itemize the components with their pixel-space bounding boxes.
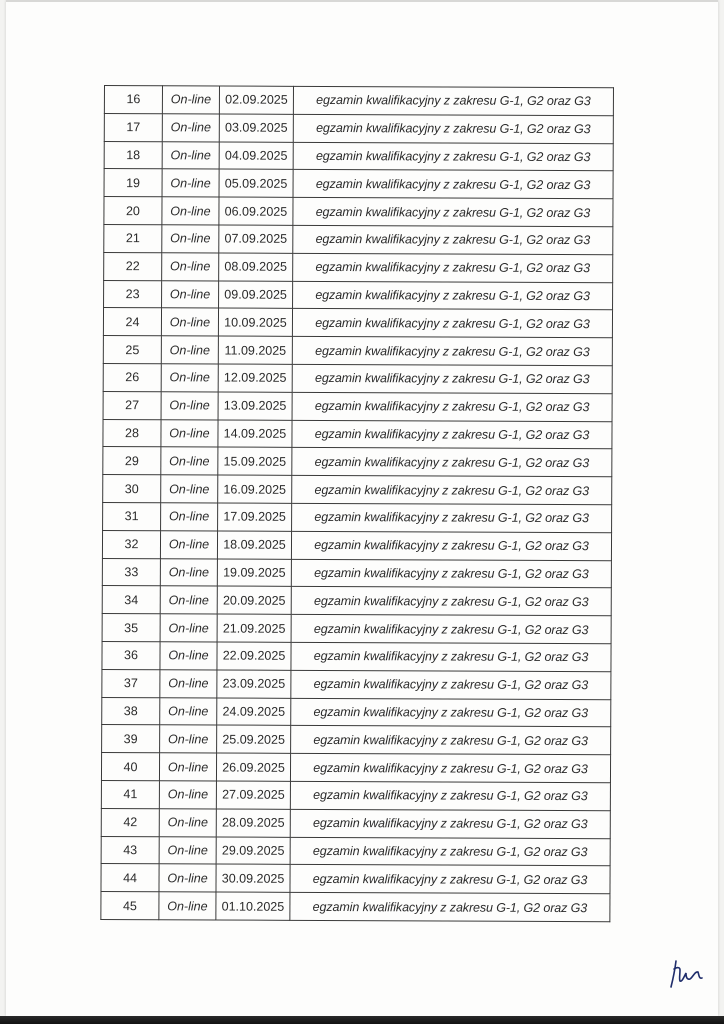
table-row [101,808,610,838]
mode-cell: On-line [160,614,217,642]
mode-cell: On-line [162,169,219,197]
table-row [104,113,613,143]
date-cell: 02.09.2025 [219,86,293,114]
date-cell: 27.09.2025 [216,781,290,809]
row-number-cell: 32 [102,530,160,558]
table-row [102,558,611,588]
description-cell: egzamin kwalifikacyjny z zakresu G-1, G2 oraz G3 [292,503,612,532]
row-number-cell: 29 [103,447,161,475]
description-cell: egzamin kwalifikacyjny z zakresu G-1, G2 oraz G3 [291,726,611,755]
date-cell: 23.09.2025 [217,670,291,698]
date-cell: 11.09.2025 [218,336,292,364]
row-number-cell: 16 [104,86,162,114]
table-row [104,141,613,171]
table-row [103,391,612,421]
table-row [103,419,612,449]
row-number-cell: 23 [104,280,162,308]
date-cell: 17.09.2025 [218,503,292,531]
description-cell: egzamin kwalifikacyjny z zakresu G-1, G2 oraz G3 [292,420,612,449]
handwritten-initials-icon [668,955,708,991]
table-row [104,197,613,227]
mode-cell: On-line [161,392,218,420]
table-row [102,586,611,616]
date-cell: 07.09.2025 [219,225,293,253]
mode-cell: On-line [160,642,217,670]
row-number-cell: 33 [102,558,160,586]
date-cell: 24.09.2025 [217,698,291,726]
page-top-edge [6,0,718,2]
mode-cell: On-line [159,808,216,836]
mode-cell: On-line [160,558,217,586]
table-row [104,252,613,282]
row-number-cell: 43 [101,836,159,864]
row-number-cell: 21 [104,224,162,252]
row-number-cell: 38 [102,697,160,725]
table-row [102,697,611,727]
table-row [103,308,612,338]
row-number-cell: 30 [103,475,161,503]
date-cell: 28.09.2025 [216,809,290,837]
mode-cell: On-line [162,86,219,114]
table-row [104,86,613,116]
mode-cell: On-line [160,669,217,697]
date-cell: 05.09.2025 [219,169,293,197]
table-row [102,725,611,755]
row-number-cell: 37 [102,669,160,697]
description-cell: egzamin kwalifikacyjny z zakresu G-1, G2 oraz G3 [293,225,613,254]
table-row [101,836,610,866]
mode-cell: On-line [160,531,217,559]
description-cell: egzamin kwalifikacyjny z zakresu G-1, G2 oraz G3 [290,781,610,810]
description-cell: egzamin kwalifikacyjny z zakresu G-1, G2 oraz G3 [290,809,610,838]
mode-cell: On-line [159,781,216,809]
date-cell: 08.09.2025 [219,253,293,281]
table-row [101,892,610,922]
mode-cell: On-line [159,836,216,864]
row-number-cell: 40 [101,753,159,781]
date-cell: 03.09.2025 [219,114,293,142]
date-cell: 13.09.2025 [218,392,292,420]
date-cell: 15.09.2025 [218,447,292,475]
table-row [102,614,611,644]
table-row [102,530,611,560]
description-cell: egzamin kwalifikacyjny z zakresu G-1, G2 oraz G3 [293,281,613,310]
row-number-cell: 34 [102,586,160,614]
row-number-cell: 24 [103,308,161,336]
date-cell: 14.09.2025 [218,420,292,448]
table-row [102,641,611,671]
description-cell: egzamin kwalifikacyjny z zakresu G-1, G2 oraz G3 [290,892,610,921]
mode-cell: On-line [162,114,219,142]
mode-cell: On-line [161,447,218,475]
table-row [102,669,611,699]
date-cell: 18.09.2025 [217,531,291,559]
description-cell: egzamin kwalifikacyjny z zakresu G-1, G2 oraz G3 [292,336,612,365]
table-row [103,363,612,393]
table-row [103,447,612,477]
mode-cell: On-line [159,864,216,892]
description-cell: egzamin kwalifikacyjny z zakresu G-1, G2 oraz G3 [291,642,611,671]
row-number-cell: 18 [104,141,162,169]
mode-cell: On-line [162,225,219,253]
table-row [104,280,613,310]
description-cell: egzamin kwalifikacyjny z zakresu G-1, G2 oraz G3 [291,531,611,560]
table-row [103,502,612,532]
description-cell: egzamin kwalifikacyjny z zakresu G-1, G2 oraz G3 [293,198,613,227]
date-cell: 25.09.2025 [217,725,291,753]
description-cell: egzamin kwalifikacyjny z zakresu G-1, G2 oraz G3 [292,364,612,393]
table-row [101,753,610,783]
mode-cell: On-line [161,364,218,392]
row-number-cell: 28 [103,419,161,447]
table-row [104,169,613,199]
mode-cell: On-line [160,725,217,753]
description-cell: egzamin kwalifikacyjny z zakresu G-1, G2 oraz G3 [293,170,613,199]
row-number-cell: 26 [103,363,161,391]
row-number-cell: 20 [104,197,162,225]
mode-cell: On-line [162,141,219,169]
description-cell: egzamin kwalifikacyjny z zakresu G-1, G2 oraz G3 [292,475,612,504]
mode-cell: On-line [159,753,216,781]
description-cell: egzamin kwalifikacyjny z zakresu G-1, G2 oraz G3 [292,448,612,477]
row-number-cell: 39 [102,725,160,753]
scanner-bottom-edge [0,1016,724,1024]
date-cell: 09.09.2025 [219,281,293,309]
description-cell: egzamin kwalifikacyjny z zakresu G-1, G2 oraz G3 [291,670,611,699]
row-number-cell: 36 [102,641,160,669]
description-cell: egzamin kwalifikacyjny z zakresu G-1, G2 oraz G3 [292,309,612,338]
date-cell: 22.09.2025 [217,642,291,670]
description-cell: egzamin kwalifikacyjny z zakresu G-1, G2 oraz G3 [290,837,610,866]
mode-cell: On-line [159,892,216,920]
table-row [104,224,613,254]
description-cell: egzamin kwalifikacyjny z zakresu G-1, G2 oraz G3 [293,86,613,115]
row-number-cell: 35 [102,614,160,642]
mode-cell: On-line [161,503,218,531]
table-row [101,780,610,810]
description-cell: egzamin kwalifikacyjny z zakresu G-1, G2 oraz G3 [291,559,611,588]
mode-cell: On-line [161,475,218,503]
mode-cell: On-line [162,280,219,308]
row-number-cell: 41 [101,780,159,808]
row-number-cell: 19 [104,169,162,197]
mode-cell: On-line [161,308,218,336]
date-cell: 10.09.2025 [218,308,292,336]
row-number-cell: 17 [104,113,162,141]
date-cell: 12.09.2025 [218,364,292,392]
table-row [101,864,610,894]
date-cell: 16.09.2025 [218,475,292,503]
description-cell: egzamin kwalifikacyjny z zakresu G-1, G2 oraz G3 [291,587,611,616]
description-cell: egzamin kwalifikacyjny z zakresu G-1, G2 oraz G3 [291,614,611,643]
date-cell: 06.09.2025 [219,197,293,225]
date-cell: 19.09.2025 [217,559,291,587]
row-number-cell: 31 [103,502,161,530]
description-cell: egzamin kwalifikacyjny z zakresu G-1, G2 oraz G3 [293,142,613,171]
mode-cell: On-line [160,697,217,725]
row-number-cell: 25 [103,336,161,364]
date-cell: 01.10.2025 [216,892,290,920]
mode-cell: On-line [162,253,219,281]
date-cell: 30.09.2025 [216,864,290,892]
date-cell: 21.09.2025 [217,614,291,642]
description-cell: egzamin kwalifikacyjny z zakresu G-1, G2 oraz G3 [290,865,610,894]
description-cell: egzamin kwalifikacyjny z zakresu G-1, G2 oraz G3 [291,698,611,727]
description-cell: egzamin kwalifikacyjny z zakresu G-1, G2 oraz G3 [293,114,613,143]
date-cell: 04.09.2025 [219,142,293,170]
date-cell: 20.09.2025 [217,586,291,614]
date-cell: 26.09.2025 [216,753,290,781]
description-cell: egzamin kwalifikacyjny z zakresu G-1, G2 oraz G3 [292,392,612,421]
row-number-cell: 45 [101,892,159,920]
mode-cell: On-line [161,336,218,364]
mode-cell: On-line [162,197,219,225]
exam-schedule-body [101,86,614,922]
row-number-cell: 27 [103,391,161,419]
table-row [103,475,612,505]
description-cell: egzamin kwalifikacyjny z zakresu G-1, G2 oraz G3 [293,253,613,282]
exam-schedule-table [100,85,614,922]
description-cell: egzamin kwalifikacyjny z zakresu G-1, G2 oraz G3 [290,753,610,782]
mode-cell: On-line [161,419,218,447]
mode-cell: On-line [160,586,217,614]
row-number-cell: 42 [101,808,159,836]
row-number-cell: 44 [101,864,159,892]
date-cell: 29.09.2025 [216,837,290,865]
table-row [103,336,612,366]
row-number-cell: 22 [104,252,162,280]
